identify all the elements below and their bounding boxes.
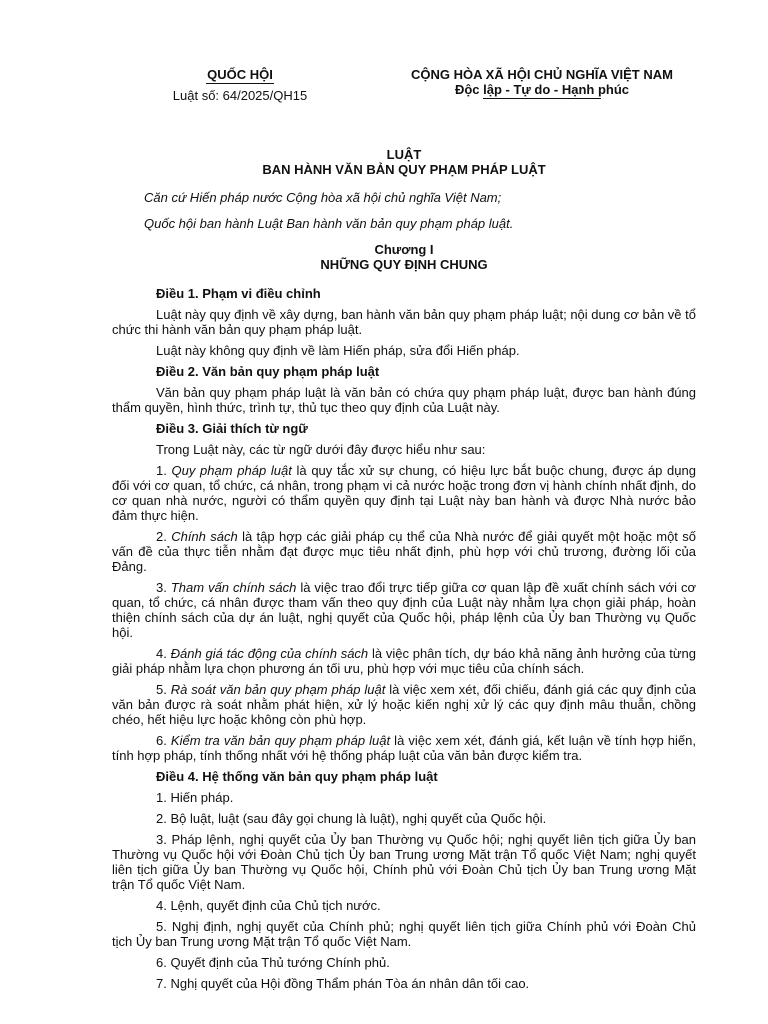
definition-term: Rà soát văn bản quy phạm pháp luật: [170, 682, 386, 697]
definition-text: là tập hợp các giải pháp cụ thể của Nhà nước để giải quyết một hoặc một số vấn đề của thực tiễn nhằm đạt được mục tiêu nhất định, phù hợp với chủ trương, đường lối của Đảng.: [112, 529, 696, 574]
definition-item: [112, 463, 696, 523]
law-title: [112, 147, 696, 177]
national-motto: Độc lập - Tự do - Hạnh phúc: [454, 82, 630, 97]
definition-number: 2.: [156, 529, 172, 544]
article-1-para-1: Luật này quy định về xây dựng, ban hành văn bản quy phạm pháp luật; nội dung cơ bản về tổ chức thi hành văn bản quy phạm pháp luật.: [112, 307, 696, 337]
definition-text: là việc trao đổi trực tiếp giữa cơ quan lập đề xuất chính sách với cơ quan, tổ chức, cá nhân được tham vấn theo quy định của Luật này nhằm lựa chọn giải pháp, hoàn thiện chính sách của dự án luật, nghị quyết của Quốc hội, pháp lệnh của Ủy ban Thường vụ Quốc hội.: [112, 580, 696, 640]
article-2-para-1: Văn bản quy phạm pháp luật là văn bản có chứa quy phạm pháp luật, được ban hành đúng thẩm quyền, hình thức, trình tự, thủ tục theo quy định của Luật này.: [112, 385, 696, 415]
definition-number: 4.: [156, 646, 171, 661]
document-body: [112, 147, 696, 997]
legal-basis-1: Căn cứ Hiến pháp nước Cộng hòa xã hội chủ nghĩa Việt Nam;: [144, 190, 502, 205]
definition-number: 5.: [156, 682, 171, 697]
article-2-heading: Điều 2. Văn bản quy phạm pháp luật: [156, 364, 380, 379]
definition-number: 6.: [156, 733, 171, 748]
definition-text: là việc xem xét, đánh giá, kết luận về tính hợp hiến, tính hợp pháp, tính thống nhất với hệ thống pháp luật của văn bản được kiểm tra.: [112, 733, 696, 763]
definition-item: [112, 580, 696, 640]
article-4-heading: Điều 4. Hệ thống văn bản quy phạm pháp luật: [156, 769, 438, 784]
law-number: Luật số: 64/2025/QH15: [172, 88, 308, 103]
definition-text: là việc phân tích, dự báo khả năng ảnh hưởng của từng giải pháp nhằm lựa chọn phương án tối ưu, phù hợp với mục tiêu của chính sách.: [112, 646, 696, 676]
definition-term: Chính sách: [171, 529, 238, 544]
definition-term: Tham vấn chính sách: [170, 580, 297, 595]
article-3-heading: Điều 3. Giải thích từ ngữ: [156, 421, 308, 436]
system-item: 7. Nghị quyết của Hội đồng Thẩm phán Tòa án nhân dân tối cao.: [156, 976, 530, 991]
chapter-name: NHỮNG QUY ĐỊNH CHUNG: [320, 257, 488, 272]
definition-item: [112, 646, 696, 676]
system-item: 1. Hiến pháp.: [156, 790, 234, 805]
definition-term: Quy phạm pháp luật: [171, 463, 292, 478]
chapter-heading: [112, 242, 696, 272]
definition-item: [112, 733, 696, 763]
article-1-heading: Điều 1. Phạm vi điều chỉnh: [156, 286, 321, 301]
definition-term: Kiểm tra văn bản quy phạm pháp luật: [170, 733, 391, 748]
system-item: 6. Quyết định của Thủ tướng Chính phủ.: [156, 955, 390, 970]
legal-basis-2: Quốc hội ban hành Luật Ban hành văn bản quy phạm pháp luật.: [144, 216, 514, 231]
system-item: 3. Pháp lệnh, nghị quyết của Ủy ban Thường vụ Quốc hội; nghị quyết liên tịch giữa Ủy ban Thường vụ Quốc hội với Đoàn Chủ tịch Ủy ban Trung ương Mặt trận Tổ quốc Việt Nam; nghị quyết liên tịch giữa Ủy ban Thường vụ Quốc hội, Chính phủ với Đoàn Chủ tịch Ủy ban Trung ương Mặt trận Tổ quốc Việt Nam.: [112, 832, 696, 892]
definition-term: Đánh giá tác động của chính sách: [170, 646, 369, 661]
article-3-intro: Trong Luật này, các từ ngữ dưới đây được hiểu như sau:: [156, 442, 486, 457]
definition-text: là quy tắc xử sự chung, có hiệu lực bắt buộc chung, được áp dụng đối với cơ quan, tổ chức, cá nhân, trong phạm vi cả nước hoặc trong đơn vị hành chính nhất định, do cơ quan nhà nước, người có thẩm quyền quy định tại Luật này ban hành và được Nhà nước bảo đảm thực hiện.: [112, 463, 696, 523]
system-item: 5. Nghị định, nghị quyết của Chính phủ; nghị quyết liên tịch giữa Chính phủ với Đoàn Chủ tịch Ủy ban Trung ương Mặt trận Tổ quốc Việt Nam.: [112, 919, 696, 949]
issuer-underline: [206, 83, 274, 84]
law-title-line2: BAN HÀNH VĂN BẢN QUY PHẠM PHÁP LUẬT: [262, 162, 546, 177]
chapter-number: Chương I: [374, 242, 434, 257]
law-title-line1: LUẬT: [386, 147, 422, 162]
definition-item: [112, 682, 696, 727]
system-item: 4. Lệnh, quyết định của Chủ tịch nước.: [156, 898, 381, 913]
issuer-name: QUỐC HỘI: [207, 67, 273, 82]
issuer-block: [160, 67, 320, 103]
motto-underline: [483, 98, 601, 99]
definition-number: 1.: [156, 463, 172, 478]
article-1-para-2: Luật này không quy định về làm Hiến pháp, sửa đổi Hiến pháp.: [156, 343, 520, 358]
system-item: 2. Bộ luật, luật (sau đây gọi chung là luật), nghị quyết của Quốc hội.: [156, 811, 547, 826]
definition-item: [112, 529, 696, 574]
country-name: CỘNG HÒA XÃ HỘI CHỦ NGHĨA VIỆT NAM: [411, 67, 673, 82]
definition-text: là việc xem xét, đối chiếu, đánh giá các quy định của văn bản được rà soát nhằm phát hiện, xử lý hoặc kiến nghị xử lý các quy định mâu thuẫn, chồng chéo, hết hiệu lực hoặc không còn phù hợp.: [112, 682, 696, 727]
definition-number: 3.: [156, 580, 171, 595]
national-title-block: [370, 67, 714, 99]
